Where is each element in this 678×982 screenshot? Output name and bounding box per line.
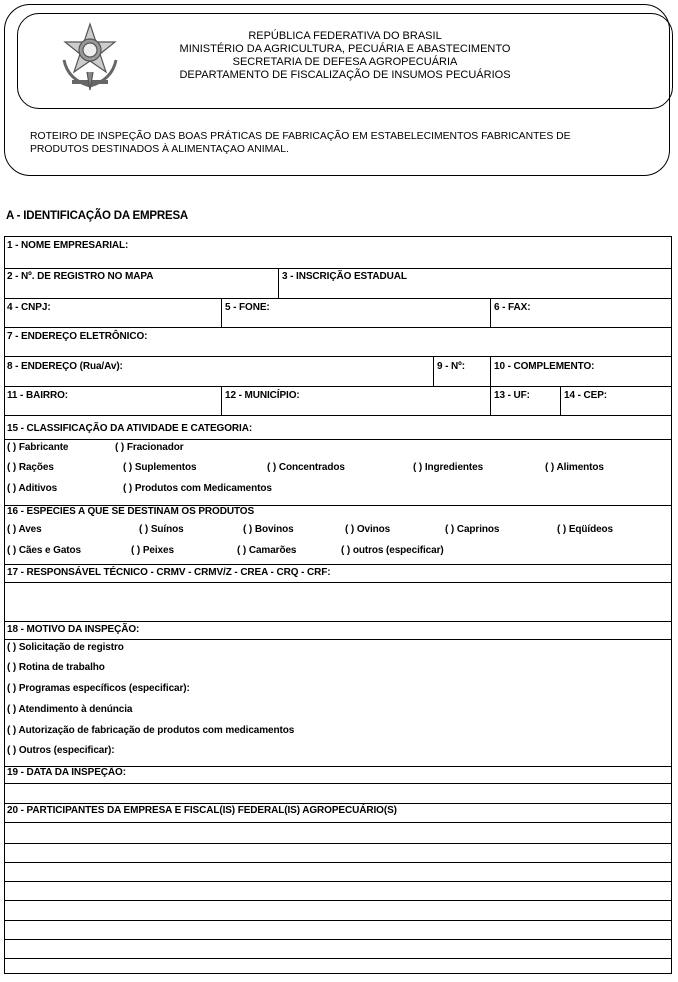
field-data-inspecao[interactable]: 19 - DATA DA INSPEÇÃO: <box>7 767 126 778</box>
header-line: SECRETARIA DE DEFESA AGROPECUÁRIA <box>232 56 458 68</box>
field-municipio[interactable]: 12 - MUNICÍPIO: <box>225 390 300 401</box>
option-bovinos[interactable]: ( ) Bovinos <box>243 524 294 535</box>
field-fone[interactable]: 5 - FONE: <box>225 302 270 313</box>
option-fabricante[interactable]: ( ) Fabricante <box>7 442 69 453</box>
option-motivo[interactable]: ( ) Autorização de fabricação de produtos com medicamentos <box>7 725 295 736</box>
option-caes-gatos[interactable]: ( ) Cães e Gatos <box>7 545 81 556</box>
option-aditivos[interactable]: ( ) Aditivos <box>7 483 58 494</box>
option-caprinos[interactable]: ( ) Caprinos <box>445 524 500 535</box>
field-participantes: 20 - PARTICIPANTES DA EMPRESA E FISCAL(IS) FEDERAL(IS) AGROPECUÁRIO(S) <box>7 805 397 816</box>
option-peixes[interactable]: ( ) Peixes <box>131 545 174 556</box>
header-line: MINISTÉRIO DA AGRICULTURA, PECUÁRIA E ABASTECIMENTO <box>179 43 511 55</box>
field-responsavel-tecnico[interactable]: 17 - RESPONSÁVEL TÉCNICO - CRMV - CRMV/Z - CREA - CRQ - CRF: <box>7 567 331 578</box>
option-motivo[interactable]: ( ) Outros (especificar): <box>7 745 115 756</box>
option-aves[interactable]: ( ) Aves <box>7 524 42 535</box>
option-racoes[interactable]: ( ) Rações <box>7 462 54 473</box>
field-registro-mapa[interactable]: 2 - Nº. DE REGISTRO NO MAPA <box>7 271 154 282</box>
header-titles <box>140 30 550 82</box>
option-suinos[interactable]: ( ) Suínos <box>139 524 184 535</box>
field-uf[interactable]: 13 - UF: <box>494 390 530 401</box>
option-suplementos[interactable]: ( ) Suplementos <box>123 462 197 473</box>
field-motivo-inspecao: 18 - MOTIVO DA INSPEÇÃO: <box>7 624 140 635</box>
coat-of-arms-icon <box>58 20 122 92</box>
field-cep[interactable]: 14 - CEP: <box>564 390 608 401</box>
field-nome-empresarial[interactable]: 1 - NOME EMPRESARIAL: <box>7 240 129 251</box>
field-fax[interactable]: 6 - FAX: <box>494 302 531 313</box>
field-bairro[interactable]: 11 - BAIRRO: <box>7 390 69 401</box>
option-concentrados[interactable]: ( ) Concentrados <box>267 462 345 473</box>
identification-form <box>4 236 672 974</box>
option-alimentos[interactable]: ( ) Alimentos <box>545 462 604 473</box>
field-endereco[interactable]: 8 - ENDEREÇO (Rua/Av): <box>7 361 123 372</box>
field-endereco-eletronico[interactable]: 7 - ENDEREÇO ELETRÔNICO: <box>7 331 148 342</box>
option-motivo[interactable]: ( ) Atendimento à denúncia <box>7 704 133 715</box>
field-inscricao-estadual[interactable]: 3 - INSCRIÇÃO ESTADUAL <box>282 271 407 282</box>
field-classificacao: 15 - CLASSIFICAÇÃO DA ATIVIDADE E CATEGORIA: <box>7 423 253 434</box>
option-ovinos[interactable]: ( ) Ovinos <box>345 524 391 535</box>
option-equideos[interactable]: ( ) Eqüídeos <box>557 524 614 535</box>
option-fracionador[interactable]: ( ) Fracionador <box>115 442 184 453</box>
roteiro-title <box>30 130 665 156</box>
section-title: A - IDENTIFICAÇÃO DA EMPRESA <box>6 210 189 222</box>
option-motivo[interactable]: ( ) Programas específicos (especificar): <box>7 683 190 694</box>
option-motivo[interactable]: ( ) Rotina de trabalho <box>7 662 105 673</box>
header-line: DEPARTAMENTO DE FISCALIZAÇÃO DE INSUMOS PECUÁRIOS <box>179 69 511 81</box>
roteiro-line: ROTEIRO DE INSPEÇÃO DAS BOAS PRÁTICAS DE FABRICAÇÃO EM ESTABELECIMENTOS FABRICANTES DE <box>30 131 571 142</box>
field-complemento[interactable]: 10 - COMPLEMENTO: <box>494 361 595 372</box>
roteiro-line: PRODUTOS DESTINADOS À ALIMENTAÇAO ANIMAL. <box>30 144 289 155</box>
field-especies: 16 - ESPÉCIES A QUE SE DESTINAM OS PRODUTOS <box>7 506 255 517</box>
option-produtos-medicamentos[interactable]: ( ) Produtos com Medicamentos <box>123 483 272 494</box>
option-ingredientes[interactable]: ( ) Ingredientes <box>413 462 484 473</box>
option-camaroes[interactable]: ( ) Camarões <box>237 545 297 556</box>
field-numero[interactable]: 9 - Nº: <box>437 361 465 372</box>
field-cnpj[interactable]: 4 - CNPJ: <box>7 302 51 313</box>
header-line: REPÚBLICA FEDERATIVA DO BRASIL <box>248 30 442 42</box>
option-motivo[interactable]: ( ) Solicitação de registro <box>7 642 124 653</box>
option-outros-especies[interactable]: ( ) outros (especificar) <box>341 545 444 556</box>
